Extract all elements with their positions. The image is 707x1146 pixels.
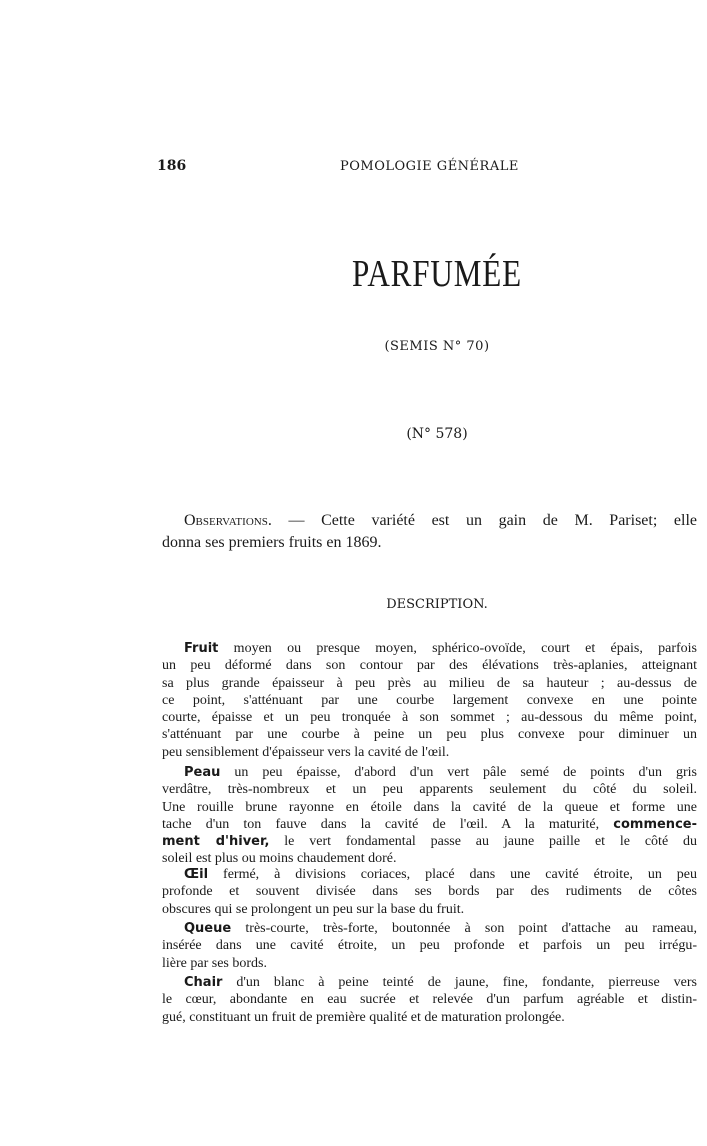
text-line: soleil est plus ou moins chaudement doré.	[162, 851, 397, 867]
bold-text: commence-	[613, 816, 697, 832]
text-line: — Cette variété est un gain de M. Pariset; elle	[288, 512, 698, 529]
text-line: un peu déformé dans son contour par des élévations très-aplanies, atteignant	[162, 658, 697, 674]
observations-paragraph	[162, 510, 697, 554]
text-line: tache d'un ton fauve dans la cavité de l'œil. A la maturité,	[162, 816, 600, 832]
bold-text: ment d'hiver,	[162, 834, 270, 850]
text-line: verdâtre, très-nombreux et un peu apparents seulement du côté du soleil.	[162, 782, 697, 798]
text-line: insérée dans une cavité étroite, un peu profonde et parfois un peu irrégu-	[162, 938, 697, 954]
paragraph-chair	[162, 974, 697, 1026]
text-line: lière par ses bords.	[162, 955, 267, 971]
paragraph-oeil	[162, 866, 697, 918]
term: Œil	[184, 867, 209, 882]
text-line: d'un blanc à peine teinté de jaune, fine, fondante, pierreuse vers	[222, 975, 697, 990]
text-line: sa plus grande épaisseur à peu près au milieu de sa hauteur ; au-dessus de	[162, 675, 697, 691]
text-line: moyen ou presque moyen, sphérico-ovoïde, court et épais, parfois	[218, 641, 697, 656]
text-line: fermé, à divisions coriaces, placé dans une cavité étroite, un peu	[208, 867, 697, 882]
text-line: s'atténuant par une courbe à peine un peu plus convexe pour diminuer un	[162, 727, 697, 743]
paragraph-peau	[162, 764, 697, 868]
text-line: ce point, s'atténuant par une courbe largement convexe en une pointe	[162, 692, 697, 708]
text-line: courte, épaisse et un peu tronquée à son sommet ; au-dessous du même point,	[162, 710, 697, 726]
text-line: très-courte, très-forte, boutonnée à son point d'attache au rameau,	[231, 921, 697, 936]
term: Queue	[184, 921, 232, 936]
text-line: obscures qui se prolongent un peu sur la base du fruit.	[162, 901, 465, 917]
page-number: 186	[157, 158, 187, 174]
term: Fruit	[184, 641, 219, 656]
text-line: gué, constituant un fruit de première qualité et de maturation prolongée.	[162, 1009, 565, 1025]
paragraph-queue	[162, 920, 697, 972]
text-line: Une rouille brune rayonne en étoile dans la cavité de la queue et forme une	[162, 799, 697, 815]
seedling-number: (SEMIS N° 70)	[384, 339, 490, 354]
term: Peau	[184, 765, 221, 780]
description-heading: DESCRIPTION.	[386, 597, 488, 612]
text-line: peu sensiblement d'épaisseur vers la cavité de l'œil.	[162, 744, 450, 760]
text-line: un peu épaisse, d'abord d'un vert pâle semé de points d'un gris	[220, 765, 697, 780]
running-title: POMOLOGIE GÉNÉRALE	[340, 159, 519, 174]
text-line: donna ses premiers fruits en 1869.	[162, 534, 382, 551]
catalog-number: (N° 578)	[406, 426, 468, 442]
variety-title: PARFUMÉE	[352, 253, 522, 295]
text-line: le cœur, abondante en eau sucrée et relevée d'un parfum agréable et distin-	[162, 992, 697, 1008]
paragraph-fruit	[162, 640, 697, 761]
term: Chair	[184, 975, 223, 990]
observations-label: Observations.	[184, 512, 272, 529]
text-line: le vert fondamental passe au jaune paille et le côté du	[284, 834, 697, 850]
text-line: profonde et souvent divisée dans ses bords par des rudiments de côtes	[162, 884, 697, 900]
